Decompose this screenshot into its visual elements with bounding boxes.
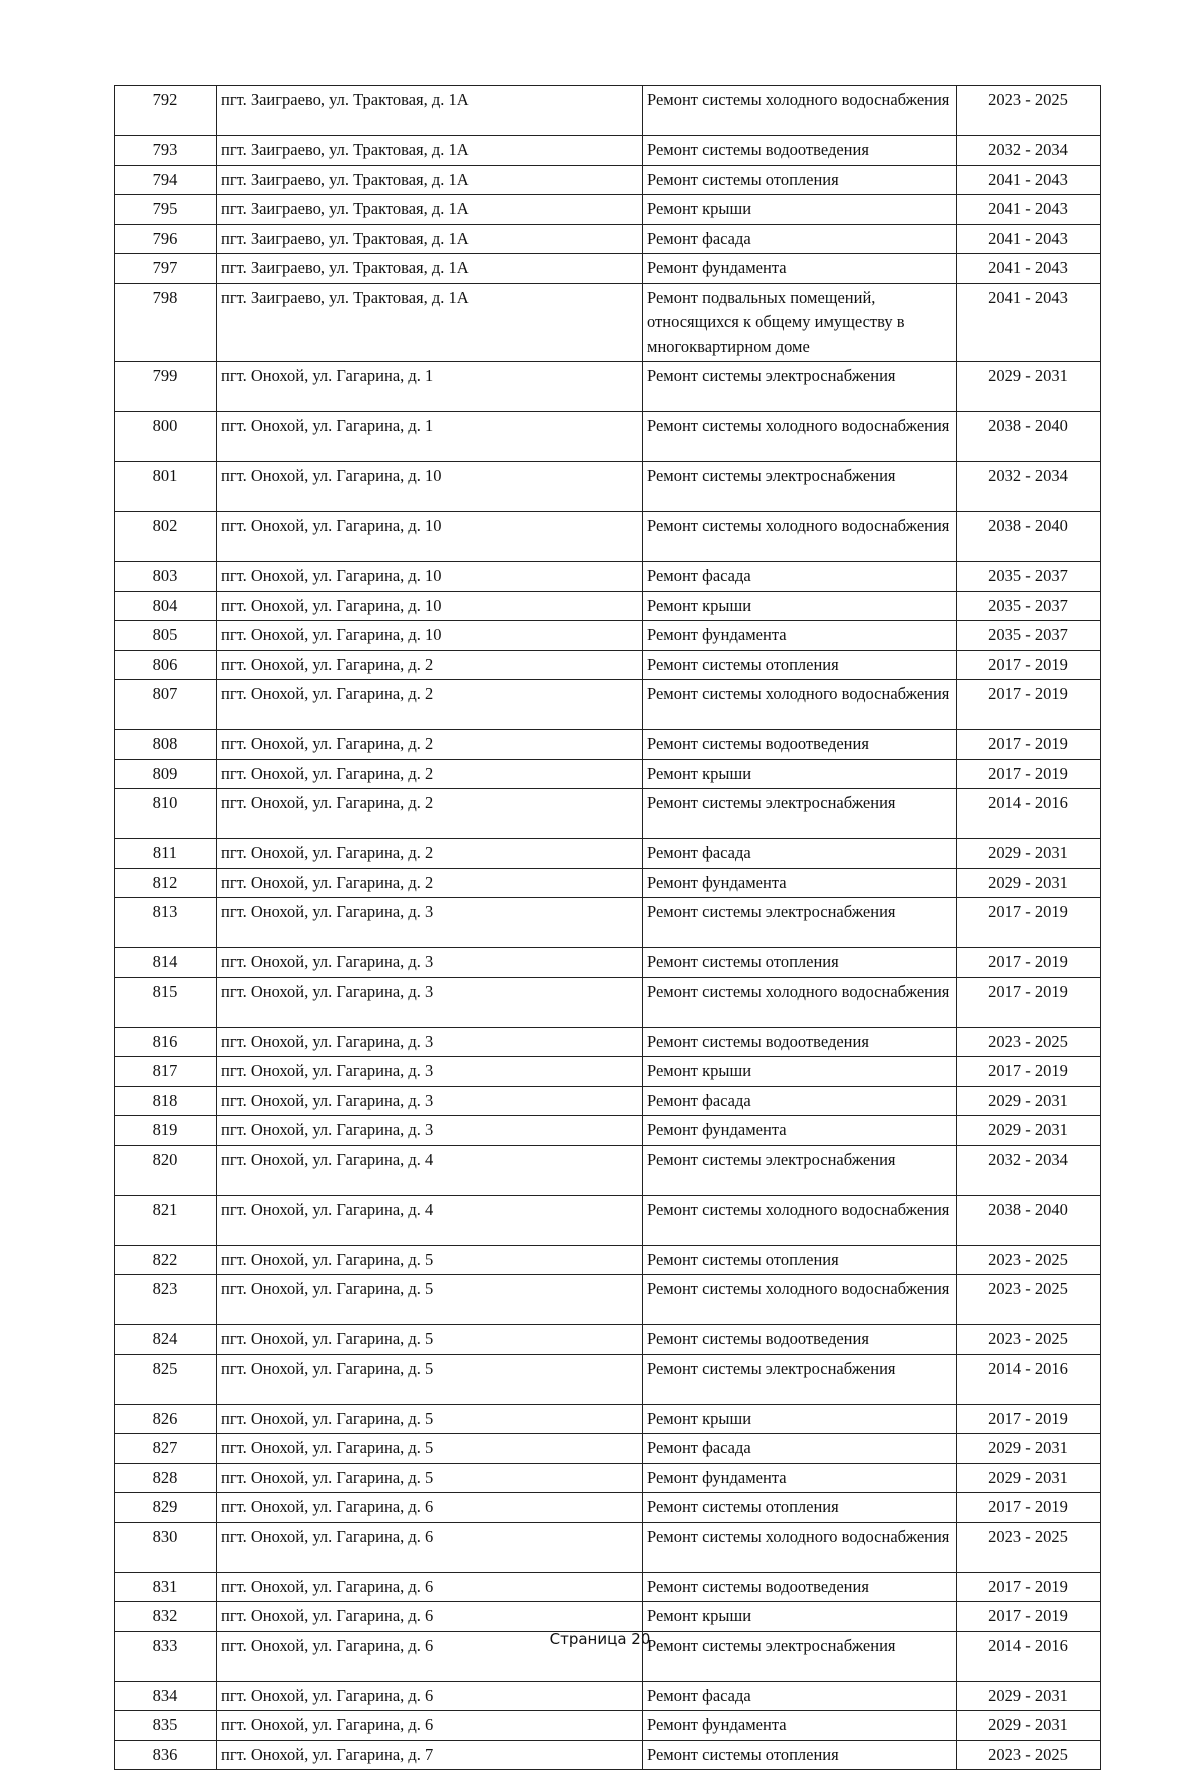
period-cell: 2014 - 2016 [957, 1631, 1101, 1681]
period-cell: 2035 - 2037 [957, 562, 1101, 592]
address-cell: пгт. Заиграево, ул. Трактовая, д. 1А [217, 86, 643, 136]
work-type-cell: Ремонт системы электроснабжения [643, 1145, 957, 1195]
works-table-body [115, 86, 1101, 1770]
row-number-cell: 814 [115, 948, 217, 978]
table-row [115, 1145, 1101, 1195]
period-cell: 2023 - 2025 [957, 1325, 1101, 1355]
period-cell: 2029 - 2031 [957, 1711, 1101, 1741]
address-cell: пгт. Онохой, ул. Гагарина, д. 2 [217, 789, 643, 839]
period-cell: 2014 - 2016 [957, 1354, 1101, 1404]
period-cell: 2017 - 2019 [957, 1602, 1101, 1632]
address-cell: пгт. Онохой, ул. Гагарина, д. 5 [217, 1354, 643, 1404]
work-type-cell: Ремонт системы отопления [643, 650, 957, 680]
table-row [115, 254, 1101, 284]
row-number-cell: 824 [115, 1325, 217, 1355]
table-row [115, 591, 1101, 621]
row-number-cell: 807 [115, 680, 217, 730]
row-number-cell: 828 [115, 1463, 217, 1493]
address-cell: пгт. Онохой, ул. Гагарина, д. 10 [217, 462, 643, 512]
row-number-cell: 820 [115, 1145, 217, 1195]
period-cell: 2041 - 2043 [957, 283, 1101, 362]
work-type-cell: Ремонт системы отопления [643, 165, 957, 195]
row-number-cell: 811 [115, 839, 217, 869]
period-cell: 2029 - 2031 [957, 1681, 1101, 1711]
work-type-cell: Ремонт крыши [643, 759, 957, 789]
period-cell: 2029 - 2031 [957, 1086, 1101, 1116]
period-cell: 2017 - 2019 [957, 1404, 1101, 1434]
work-type-cell: Ремонт системы водоотведения [643, 136, 957, 166]
table-row [115, 789, 1101, 839]
row-number-cell: 797 [115, 254, 217, 284]
table-row [115, 1116, 1101, 1146]
row-number-cell: 803 [115, 562, 217, 592]
period-cell: 2017 - 2019 [957, 1493, 1101, 1523]
table-row [115, 136, 1101, 166]
row-number-cell: 804 [115, 591, 217, 621]
row-number-cell: 812 [115, 868, 217, 898]
row-number-cell: 799 [115, 362, 217, 412]
row-number-cell: 818 [115, 1086, 217, 1116]
table-row [115, 1027, 1101, 1057]
period-cell: 2023 - 2025 [957, 1027, 1101, 1057]
row-number-cell: 833 [115, 1631, 217, 1681]
work-type-cell: Ремонт системы отопления [643, 1740, 957, 1770]
table-row [115, 86, 1101, 136]
work-type-cell: Ремонт фасада [643, 839, 957, 869]
row-number-cell: 819 [115, 1116, 217, 1146]
table-row [115, 512, 1101, 562]
address-cell: пгт. Онохой, ул. Гагарина, д. 10 [217, 621, 643, 651]
row-number-cell: 835 [115, 1711, 217, 1741]
address-cell: пгт. Онохой, ул. Гагарина, д. 3 [217, 898, 643, 948]
work-type-cell: Ремонт фундамента [643, 1711, 957, 1741]
address-cell: пгт. Онохой, ул. Гагарина, д. 5 [217, 1404, 643, 1434]
work-type-cell: Ремонт системы отопления [643, 1245, 957, 1275]
address-cell: пгт. Онохой, ул. Гагарина, д. 2 [217, 680, 643, 730]
row-number-cell: 825 [115, 1354, 217, 1404]
address-cell: пгт. Онохой, ул. Гагарина, д. 5 [217, 1275, 643, 1325]
row-number-cell: 827 [115, 1434, 217, 1464]
table-row [115, 412, 1101, 462]
address-cell: пгт. Онохой, ул. Гагарина, д. 2 [217, 650, 643, 680]
row-number-cell: 793 [115, 136, 217, 166]
row-number-cell: 800 [115, 412, 217, 462]
address-cell: пгт. Онохой, ул. Гагарина, д. 10 [217, 591, 643, 621]
address-cell: пгт. Онохой, ул. Гагарина, д. 7 [217, 1740, 643, 1770]
table-row [115, 562, 1101, 592]
row-number-cell: 809 [115, 759, 217, 789]
table-row [115, 977, 1101, 1027]
table-row [115, 1195, 1101, 1245]
work-type-cell: Ремонт фундамента [643, 621, 957, 651]
table-row [115, 650, 1101, 680]
row-number-cell: 810 [115, 789, 217, 839]
row-number-cell: 836 [115, 1740, 217, 1770]
period-cell: 2029 - 2031 [957, 362, 1101, 412]
work-type-cell: Ремонт крыши [643, 195, 957, 225]
table-row [115, 1681, 1101, 1711]
period-cell: 2023 - 2025 [957, 86, 1101, 136]
address-cell: пгт. Заиграево, ул. Трактовая, д. 1А [217, 224, 643, 254]
address-cell: пгт. Онохой, ул. Гагарина, д. 1 [217, 412, 643, 462]
address-cell: пгт. Онохой, ул. Гагарина, д. 6 [217, 1522, 643, 1572]
table-row [115, 195, 1101, 225]
row-number-cell: 792 [115, 86, 217, 136]
work-type-cell: Ремонт системы холодного водоснабжения [643, 1275, 957, 1325]
address-cell: пгт. Заиграево, ул. Трактовая, д. 1А [217, 283, 643, 362]
table-row [115, 1325, 1101, 1355]
row-number-cell: 823 [115, 1275, 217, 1325]
table-row [115, 1275, 1101, 1325]
address-cell: пгт. Заиграево, ул. Трактовая, д. 1А [217, 136, 643, 166]
work-type-cell: Ремонт фасада [643, 224, 957, 254]
work-type-cell: Ремонт фасада [643, 562, 957, 592]
table-row [115, 1602, 1101, 1632]
address-cell: пгт. Онохой, ул. Гагарина, д. 3 [217, 1057, 643, 1087]
period-cell: 2017 - 2019 [957, 948, 1101, 978]
row-number-cell: 802 [115, 512, 217, 562]
period-cell: 2029 - 2031 [957, 868, 1101, 898]
work-type-cell: Ремонт системы электроснабжения [643, 789, 957, 839]
row-number-cell: 832 [115, 1602, 217, 1632]
work-type-cell: Ремонт фасада [643, 1434, 957, 1464]
table-row [115, 224, 1101, 254]
address-cell: пгт. Заиграево, ул. Трактовая, д. 1А [217, 165, 643, 195]
row-number-cell: 796 [115, 224, 217, 254]
table-row [115, 362, 1101, 412]
period-cell: 2032 - 2034 [957, 1145, 1101, 1195]
period-cell: 2017 - 2019 [957, 730, 1101, 760]
period-cell: 2041 - 2043 [957, 165, 1101, 195]
table-row [115, 1522, 1101, 1572]
row-number-cell: 826 [115, 1404, 217, 1434]
table-row [115, 1463, 1101, 1493]
period-cell: 2023 - 2025 [957, 1522, 1101, 1572]
period-cell: 2038 - 2040 [957, 412, 1101, 462]
row-number-cell: 816 [115, 1027, 217, 1057]
work-type-cell: Ремонт системы холодного водоснабжения [643, 977, 957, 1027]
work-type-cell: Ремонт подвальных помещений, относящихся к общему имуществу в многоквартирном доме [643, 283, 957, 362]
period-cell: 2041 - 2043 [957, 254, 1101, 284]
work-type-cell: Ремонт системы электроснабжения [643, 462, 957, 512]
address-cell: пгт. Онохой, ул. Гагарина, д. 6 [217, 1631, 643, 1681]
address-cell: пгт. Онохой, ул. Гагарина, д. 10 [217, 562, 643, 592]
address-cell: пгт. Онохой, ул. Гагарина, д. 6 [217, 1572, 643, 1602]
work-type-cell: Ремонт крыши [643, 1404, 957, 1434]
address-cell: пгт. Онохой, ул. Гагарина, д. 6 [217, 1602, 643, 1632]
work-type-cell: Ремонт системы холодного водоснабжения [643, 1522, 957, 1572]
address-cell: пгт. Заиграево, ул. Трактовая, д. 1А [217, 195, 643, 225]
table-row [115, 948, 1101, 978]
work-type-cell: Ремонт системы электроснабжения [643, 362, 957, 412]
work-type-cell: Ремонт фундамента [643, 1116, 957, 1146]
address-cell: пгт. Онохой, ул. Гагарина, д. 2 [217, 730, 643, 760]
work-type-cell: Ремонт фасада [643, 1681, 957, 1711]
period-cell: 2038 - 2040 [957, 512, 1101, 562]
work-type-cell: Ремонт крыши [643, 1602, 957, 1632]
address-cell: пгт. Онохой, ул. Гагарина, д. 5 [217, 1434, 643, 1464]
period-cell: 2023 - 2025 [957, 1740, 1101, 1770]
period-cell: 2035 - 2037 [957, 621, 1101, 651]
table-row [115, 868, 1101, 898]
address-cell: пгт. Онохой, ул. Гагарина, д. 4 [217, 1195, 643, 1245]
address-cell: пгт. Онохой, ул. Гагарина, д. 3 [217, 1116, 643, 1146]
work-type-cell: Ремонт системы холодного водоснабжения [643, 1195, 957, 1245]
address-cell: пгт. Онохой, ул. Гагарина, д. 3 [217, 1027, 643, 1057]
row-number-cell: 806 [115, 650, 217, 680]
row-number-cell: 808 [115, 730, 217, 760]
address-cell: пгт. Онохой, ул. Гагарина, д. 1 [217, 362, 643, 412]
period-cell: 2029 - 2031 [957, 839, 1101, 869]
address-cell: пгт. Онохой, ул. Гагарина, д. 3 [217, 977, 643, 1027]
work-type-cell: Ремонт системы водоотведения [643, 1572, 957, 1602]
table-row [115, 1057, 1101, 1087]
table-row [115, 1354, 1101, 1404]
period-cell: 2014 - 2016 [957, 789, 1101, 839]
period-cell: 2041 - 2043 [957, 224, 1101, 254]
period-cell: 2017 - 2019 [957, 650, 1101, 680]
address-cell: пгт. Онохой, ул. Гагарина, д. 6 [217, 1711, 643, 1741]
works-table [114, 85, 1101, 1770]
work-type-cell: Ремонт системы водоотведения [643, 1027, 957, 1057]
table-row [115, 1245, 1101, 1275]
work-type-cell: Ремонт крыши [643, 591, 957, 621]
address-cell: пгт. Онохой, ул. Гагарина, д. 10 [217, 512, 643, 562]
table-row [115, 165, 1101, 195]
row-number-cell: 831 [115, 1572, 217, 1602]
address-cell: пгт. Онохой, ул. Гагарина, д. 6 [217, 1681, 643, 1711]
address-cell: пгт. Онохой, ул. Гагарина, д. 5 [217, 1463, 643, 1493]
period-cell: 2029 - 2031 [957, 1116, 1101, 1146]
address-cell: пгт. Онохой, ул. Гагарина, д. 2 [217, 839, 643, 869]
address-cell: пгт. Онохой, ул. Гагарина, д. 2 [217, 759, 643, 789]
period-cell: 2032 - 2034 [957, 462, 1101, 512]
table-row [115, 898, 1101, 948]
table-row [115, 1404, 1101, 1434]
row-number-cell: 801 [115, 462, 217, 512]
address-cell: пгт. Онохой, ул. Гагарина, д. 2 [217, 868, 643, 898]
period-cell: 2029 - 2031 [957, 1463, 1101, 1493]
row-number-cell: 834 [115, 1681, 217, 1711]
period-cell: 2041 - 2043 [957, 195, 1101, 225]
address-cell: пгт. Онохой, ул. Гагарина, д. 5 [217, 1325, 643, 1355]
page-number: Страница 20 [549, 1630, 651, 1648]
work-type-cell: Ремонт фундамента [643, 1463, 957, 1493]
work-type-cell: Ремонт системы водоотведения [643, 730, 957, 760]
period-cell: 2023 - 2025 [957, 1275, 1101, 1325]
work-type-cell: Ремонт системы электроснабжения [643, 1631, 957, 1681]
address-cell: пгт. Онохой, ул. Гагарина, д. 3 [217, 948, 643, 978]
row-number-cell: 821 [115, 1195, 217, 1245]
table-row [115, 759, 1101, 789]
work-type-cell: Ремонт системы электроснабжения [643, 1354, 957, 1404]
period-cell: 2017 - 2019 [957, 977, 1101, 1027]
row-number-cell: 794 [115, 165, 217, 195]
period-cell: 2029 - 2031 [957, 1434, 1101, 1464]
period-cell: 2017 - 2019 [957, 898, 1101, 948]
table-row [115, 680, 1101, 730]
table-row [115, 283, 1101, 362]
work-type-cell: Ремонт фасада [643, 1086, 957, 1116]
period-cell: 2017 - 2019 [957, 1057, 1101, 1087]
work-type-cell: Ремонт системы отопления [643, 948, 957, 978]
period-cell: 2017 - 2019 [957, 1572, 1101, 1602]
table-row [115, 730, 1101, 760]
period-cell: 2017 - 2019 [957, 680, 1101, 730]
work-type-cell: Ремонт системы отопления [643, 1493, 957, 1523]
row-number-cell: 798 [115, 283, 217, 362]
table-row [115, 1740, 1101, 1770]
table-row [115, 1711, 1101, 1741]
address-cell: пгт. Онохой, ул. Гагарина, д. 5 [217, 1245, 643, 1275]
work-type-cell: Ремонт системы холодного водоснабжения [643, 680, 957, 730]
work-type-cell: Ремонт фундамента [643, 254, 957, 284]
work-type-cell: Ремонт системы водоотведения [643, 1325, 957, 1355]
address-cell: пгт. Онохой, ул. Гагарина, д. 4 [217, 1145, 643, 1195]
table-row [115, 462, 1101, 512]
address-cell: пгт. Онохой, ул. Гагарина, д. 3 [217, 1086, 643, 1116]
table-row [115, 621, 1101, 651]
work-type-cell: Ремонт системы холодного водоснабжения [643, 86, 957, 136]
table-row [115, 1493, 1101, 1523]
period-cell: 2038 - 2040 [957, 1195, 1101, 1245]
table-row [115, 1572, 1101, 1602]
table-row [115, 839, 1101, 869]
row-number-cell: 817 [115, 1057, 217, 1087]
period-cell: 2035 - 2037 [957, 591, 1101, 621]
row-number-cell: 805 [115, 621, 217, 651]
period-cell: 2032 - 2034 [957, 136, 1101, 166]
row-number-cell: 830 [115, 1522, 217, 1572]
work-type-cell: Ремонт системы холодного водоснабжения [643, 412, 957, 462]
period-cell: 2023 - 2025 [957, 1245, 1101, 1275]
row-number-cell: 813 [115, 898, 217, 948]
period-cell: 2017 - 2019 [957, 759, 1101, 789]
table-row [115, 1086, 1101, 1116]
row-number-cell: 795 [115, 195, 217, 225]
work-type-cell: Ремонт фундамента [643, 868, 957, 898]
work-type-cell: Ремонт системы холодного водоснабжения [643, 512, 957, 562]
row-number-cell: 822 [115, 1245, 217, 1275]
table-row [115, 1434, 1101, 1464]
row-number-cell: 829 [115, 1493, 217, 1523]
address-cell: пгт. Онохой, ул. Гагарина, д. 6 [217, 1493, 643, 1523]
work-type-cell: Ремонт крыши [643, 1057, 957, 1087]
address-cell: пгт. Заиграево, ул. Трактовая, д. 1А [217, 254, 643, 284]
work-type-cell: Ремонт системы электроснабжения [643, 898, 957, 948]
row-number-cell: 815 [115, 977, 217, 1027]
